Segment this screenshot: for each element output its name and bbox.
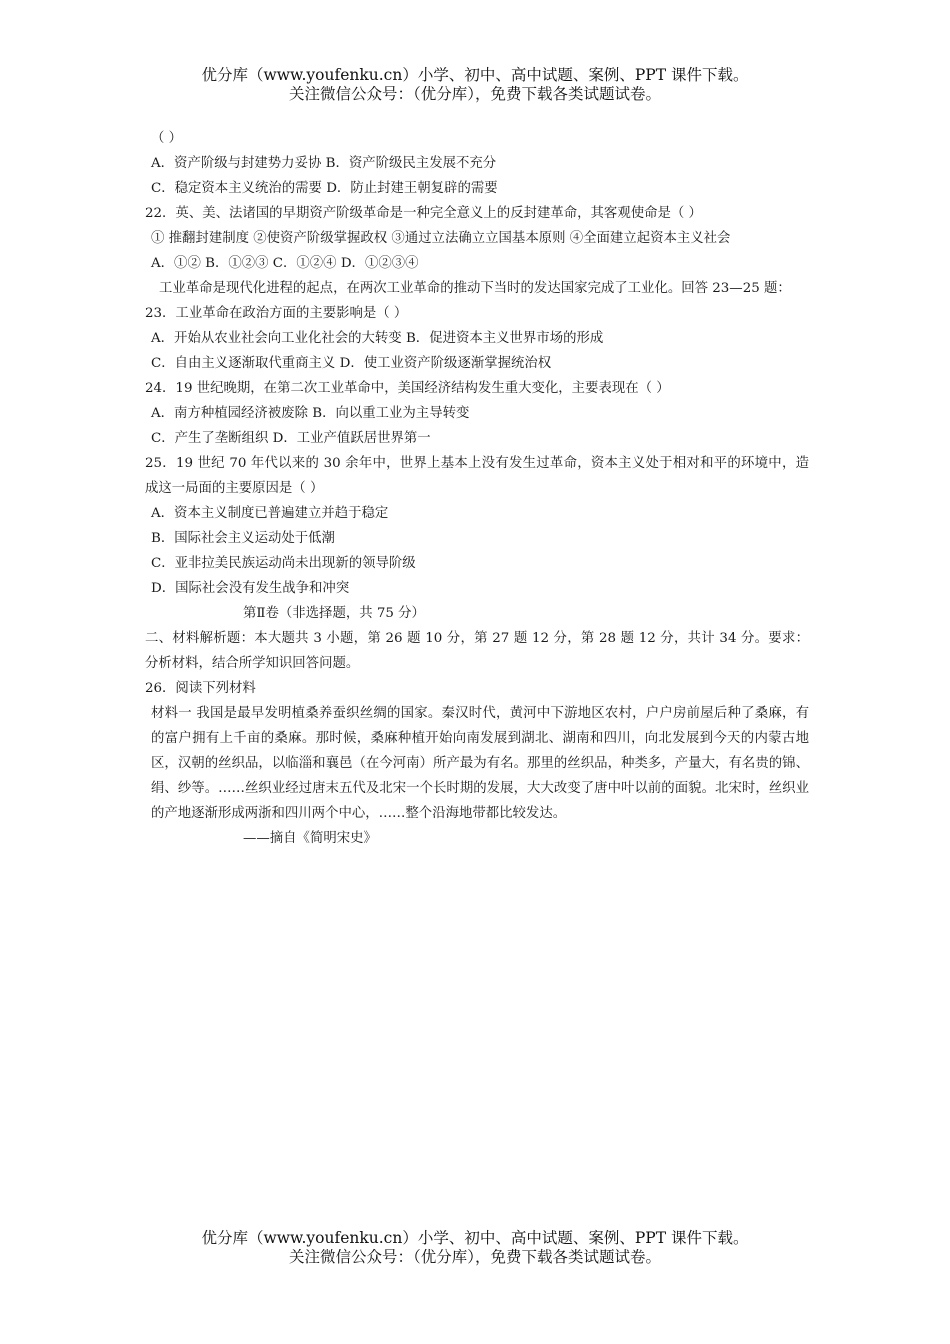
q25-option-d: D．国际社会没有发生战争和冲突 [151,581,350,596]
q24-stem: 24．19 世纪晚期，在第二次工业革命中，美国经济结构发生重大变化，主要表现在（ ） [145,381,670,396]
q23-options-cd: C．自由主义逐渐取代重商主义 D．使工业资产阶级逐渐掌握统治权 [151,356,552,371]
header-line-2: 关注微信公众号：（优分库），免费下载各类试题试卷。 [288,85,661,103]
q21-options-ab: A．资产阶级与封建势力妥协 B．资产阶级民主发展不充分 [151,156,497,171]
section2-intro: 二、材料解析题：本大题共 3 小题，第 26 题 10 分，第 27 题 12 分，第 28 题 12 分，共计 34 分。要求：分析材料，结合所学知识回答问题。 [145,631,809,671]
q22-stem: 22．英、美、法诸国的早期资产阶级革命是一种完全意义上的反封建革命，其客观使命是（ ） [145,206,702,221]
q22-options: A．①② B．①②③ C．①②④ D．①②③④ [151,256,419,271]
header-line-1: 优分库（www.youfenku.cn）小学、初中、高中试题、案例、PPT 课件下载。 [201,66,749,84]
material-1-source: ——摘自《简明宋史》 [243,831,377,846]
page-footer [0,1229,950,1267]
q25-option-c: C．亚非拉美民族运动尚未出现新的领导阶级 [151,556,416,571]
q25-option-a: A．资本主义制度已普遍建立并趋于稳定 [151,506,389,521]
q23-stem: 23．工业革命在政治方面的主要影响是（ ） [145,306,408,321]
q26-stem: 26．阅读下列材料 [145,681,256,696]
q21-stem-end: （ ） [151,131,183,146]
material-1: 材料一 我国是最早发明植桑养蚕织丝绸的国家。秦汉时代，黄河中下游地区农村，户户房前屋后种了桑麻，有的富户拥有上千亩的桑麻。那时候，桑麻种植开始向南发展到湖北、湖南和四川，向北发展到今天的内蒙古地区，汉朝的丝织品，以临淄和襄邑（在今河南）所产最为有名。那里的丝织品，种类多，产量大，有名贵的锦、绢、纱等。……丝织业经过唐末五代及北宋一个长时期的发展，大大改变了唐中叶以前的面貌。北宋时，丝织业的产地逐渐形成两浙和四川两个中心，……整个沿海地带都比较发达。 [151,706,809,821]
footer-line-2: 关注微信公众号：（优分库），免费下载各类试题试卷。 [288,1248,661,1266]
q25-stem: 25．19 世纪 70 年代以来的 30 余年中，世界上基本上没有发生过革命，资本主义处于相对和平的环境中，造成这一局面的主要原因是（ ） [145,456,809,496]
q21-options-cd: C．稳定资本主义统治的需要 D．防止封建王朝复辟的需要 [151,181,498,196]
document-body [145,126,809,851]
intro-23-25: 工业革命是现代化进程的起点，在两次工业革命的推动下当时的发达国家完成了工业化。回答 23—25 题： [159,281,791,296]
q24-options-ab: A．南方种植园经济被废除 B．向以重工业为主导转变 [151,406,470,421]
q23-options-ab: A．开始从农业社会向工业化社会的大转变 B．促进资本主义世界市场的形成 [151,331,604,346]
page-header [0,66,950,104]
q22-items: ① 推翻封建制度 ②使资产阶级掌握政权 ③通过立法确立立国基本原则 ④全面建立起资本主义社会 [151,231,731,246]
part2-title: 第Ⅱ卷（非选择题，共 75 分） [243,606,425,621]
footer-line-1: 优分库（www.youfenku.cn）小学、初中、高中试题、案例、PPT 课件下载。 [201,1229,749,1247]
q25-option-b: B．国际社会主义运动处于低潮 [151,531,335,546]
q24-options-cd: C．产生了垄断组织 D．工业产值跃居世界第一 [151,431,431,446]
